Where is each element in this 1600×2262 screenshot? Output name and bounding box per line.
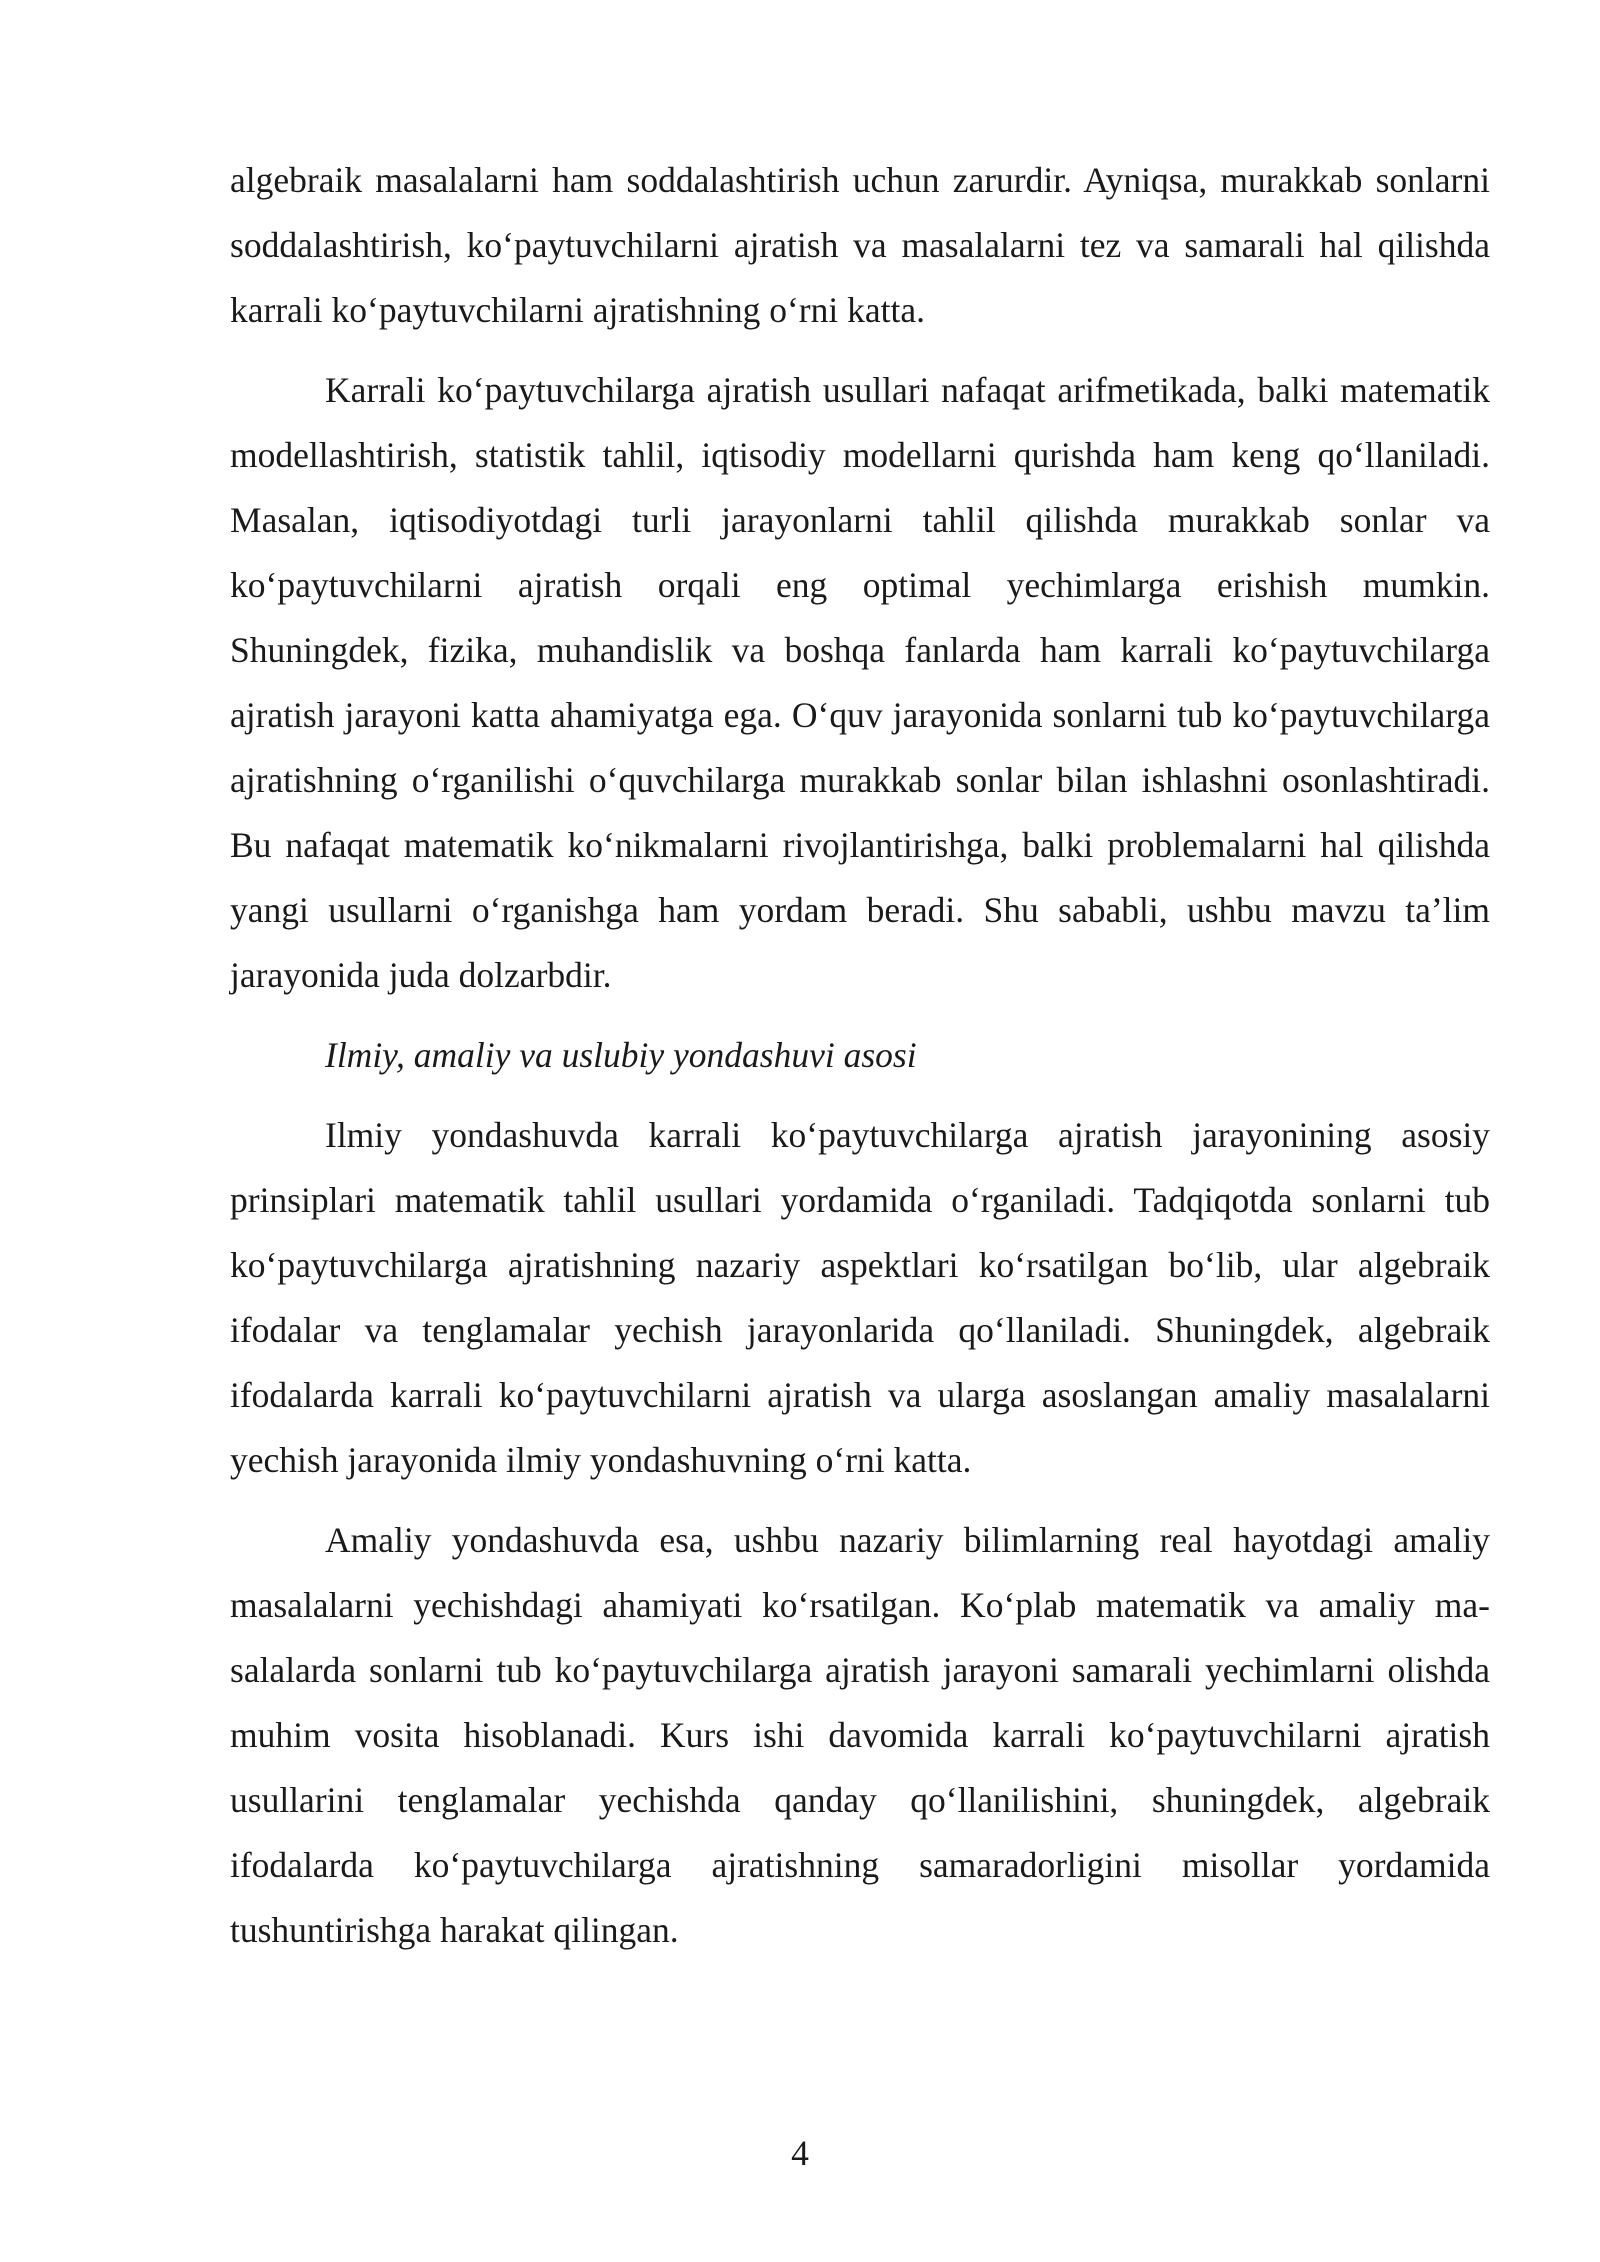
page-content (230, 148, 1490, 1978)
paragraph-scientific-approach: Ilmiy yondashuvda karrali ko‘paytuvchilarga ajratish jarayonining asosiy prinsiplari matematik tahlil usullari yordamida o‘rganiladi. Tadqiqotda sonlarni tub ko‘paytuvchilarga ajratishning nazariy aspektlari ko‘rsatilgan bo‘lib, ular algebraik ifodalar va tenglamalar yechish jarayonlarida qo‘llaniladi. Shuningdek, algebraik ifodalarda karrali ko‘paytuvchilarni ajratish va ularga asoslangan amaliy masalalarni yechish jarayonida ilmiy yondashuvning o‘rni katta. (230, 1115, 1490, 1480)
paragraph-continuation: algebraik masalalarni ham soddalashtirish uchun zarurdir. Ayniqsa, murakkab sonlarni soddalashtirish, ko‘paytuvchilarni ajratish va masalalarni tez va samarali hal qilishda karrali ko‘paytuvchilarni ajratishning o‘rni katta. (230, 160, 1490, 330)
paragraph-applications: Karrali ko‘paytuvchilarga ajratish usullari nafaqat arifmetikada, balki matematik modellashtirish, statistik tahlil, iqtisodiy modellarni qurishda ham keng qo‘llaniladi. Masalan, iqtisodiyotdagi turli jarayonlarni tahlil qilishda murakkab sonlar va ko‘paytuvchilarni ajratish orqali eng optimal yechimlarga erishish mumkin. Shuningdek, fizika, muhandislik va boshqa fanlarda ham karrali ko‘paytuvchilarga ajratish jarayoni katta ahamiyatga ega. O‘quv jarayonida sonlarni tub ko‘paytuvchilarga ajratishning o‘rganilishi o‘quvchilarga murakkab sonlar bilan ishlashni osonlashtiradi. Bu nafaqat matematik ko‘nikmalarni rivojlantirishga, balki problemalarni hal qilishda yangi usullarni o‘rganishga ham yordam beradi. Shu sababli, ushbu mavzu ta’lim jarayonida juda dolzarbdir. (230, 370, 1490, 995)
paragraph-practical-approach: Amaliy yondashuvda esa, ushbu nazariy bilimlarning real hayotdagi amaliy masalalarni yechishdagi ahamiyati ko‘rsatilgan. Ko‘plab matematik va amaliy masalalarda sonlarni tub ko‘paytuvchilarga ajratish jarayoni samarali yechimlarni olishda muhim vosita hisoblanadi. Kurs ishi davomida karrali ko‘paytuvchilarni ajratish usullarini tenglamalar yechishda qanday qo‘llanilishini, shuningdek, algebraik ifodalarda ko‘paytuvchilarga ajratishning samaradorligini misollar yordamida tushuntirishga harakat qilingan. (230, 1520, 1490, 1950)
section-heading: Ilmiy, amaliy va uslubiy yondashuvi asosi (325, 1035, 917, 1075)
page-number: 4 (791, 2133, 809, 2173)
